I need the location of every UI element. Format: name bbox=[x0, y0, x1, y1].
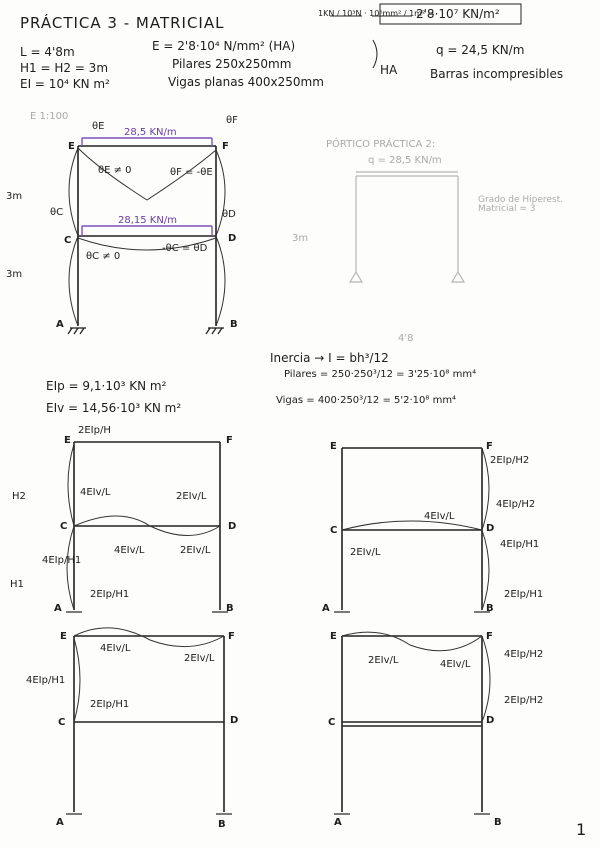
incompressible-note: Barras incompresibles bbox=[430, 67, 564, 81]
d3-node-c: C bbox=[58, 717, 66, 728]
modulus-value: E = 2'8·10⁴ N/mm² (HA) bbox=[152, 39, 296, 53]
theta-f-label: θF bbox=[226, 115, 238, 126]
pilares-size: Pilares 250x250mm bbox=[172, 57, 292, 71]
page-number: 1 bbox=[576, 820, 587, 839]
brace bbox=[373, 40, 377, 68]
diagram-2 bbox=[342, 448, 482, 610]
frame-2-note: Grado de Hiperest. Matricial = 3 bbox=[478, 195, 564, 214]
d1-label-3: 4EIv/L bbox=[114, 545, 145, 556]
page-title: PRÁCTICA 3 - MATRICIAL bbox=[20, 14, 225, 32]
d1-node-c: C bbox=[60, 521, 68, 532]
theta-e-label: θE bbox=[92, 121, 105, 132]
theta-c-label: θC bbox=[50, 207, 64, 218]
d1-label-0: 2EIp/H bbox=[78, 425, 111, 436]
diagram-2-deflected bbox=[342, 448, 489, 610]
d3-label-3: 2EIp/H1 bbox=[90, 699, 130, 710]
d2-label-3: 2EIv/L bbox=[350, 547, 381, 558]
d2-node-a: A bbox=[322, 603, 330, 614]
d1-label-6: 2EIp/H1 bbox=[90, 589, 130, 600]
load-mid-label: 28,15 KN/m bbox=[118, 215, 177, 226]
d1-node-f: F bbox=[226, 435, 233, 446]
node-e: E bbox=[68, 141, 75, 152]
material-label: HA bbox=[380, 63, 398, 77]
length-value: L = 4'8m bbox=[20, 45, 75, 59]
eiv-value: EIv = 14,56·10³ KN m² bbox=[46, 401, 182, 415]
frame-2-load: q = 28,5 KN/m bbox=[368, 155, 442, 166]
d1-node-d: D bbox=[228, 521, 237, 532]
d4-node-c: C bbox=[328, 717, 336, 728]
d1-label-8: H1 bbox=[10, 579, 24, 590]
d2-node-f: F bbox=[486, 441, 493, 452]
frame-2-bottom: 4'8 bbox=[398, 333, 414, 344]
d1-label-2: 2EIv/L bbox=[176, 491, 207, 502]
d1-node-e: E bbox=[64, 435, 71, 446]
d1-label-7: H2 bbox=[12, 491, 26, 502]
frame-1-supports bbox=[68, 328, 224, 334]
diagram-1 bbox=[74, 442, 220, 610]
diagram-4-deflected bbox=[342, 632, 490, 722]
d4-node-e: E bbox=[330, 631, 337, 642]
annotation-e: θE ≠ 0 bbox=[98, 165, 132, 176]
load-value: q = 24,5 KN/m bbox=[436, 43, 525, 57]
inertia-header: Inercia → I = bh³/12 bbox=[270, 351, 389, 365]
d2-label-2: 4EIv/L bbox=[424, 511, 455, 522]
theta-d-label: θD bbox=[222, 209, 236, 220]
d1-node-a: A bbox=[54, 603, 62, 614]
eip-value: EIp = 9,1·10³ KN m² bbox=[46, 379, 167, 393]
frame-2 bbox=[350, 172, 464, 282]
d1-node-b: B bbox=[226, 603, 234, 614]
d4-label-1: 4EIv/L bbox=[440, 659, 471, 670]
d4-node-a: A bbox=[334, 817, 342, 828]
dim-bottom: 3m bbox=[6, 269, 23, 280]
d3-node-a: A bbox=[56, 817, 64, 828]
d1-label-1: 4EIv/L bbox=[80, 487, 111, 498]
d2-node-d: D bbox=[486, 523, 495, 534]
d4-label-3: 2EIp/H2 bbox=[504, 695, 544, 706]
d2-label-5: 2EIp/H1 bbox=[504, 589, 544, 600]
diagram-1-deflected bbox=[67, 444, 220, 610]
d2-node-c: C bbox=[330, 525, 338, 536]
d3-label-1: 2EIv/L bbox=[184, 653, 215, 664]
node-a: A bbox=[56, 319, 64, 330]
d1-label-4: 2EIv/L bbox=[180, 545, 211, 556]
d4-node-d: D bbox=[486, 715, 495, 726]
d3-label-2: 4EIp/H1 bbox=[26, 675, 66, 686]
inertia-pilares: Pilares = 250·250³/12 = 3'25·10⁸ mm⁴ bbox=[284, 369, 477, 380]
annotation-c: θC ≠ 0 bbox=[86, 251, 121, 262]
d4-label-2: 4EIp/H2 bbox=[504, 649, 544, 660]
d3-node-e: E bbox=[60, 631, 67, 642]
d4-node-f: F bbox=[486, 631, 493, 642]
dim-top: 3m bbox=[6, 191, 23, 202]
load-top-label: 28,5 KN/m bbox=[124, 127, 177, 138]
d4-label-0: 2EIv/L bbox=[368, 655, 399, 666]
d2-node-e: E bbox=[330, 441, 337, 452]
inertia-vigas: Vigas = 400·250³/12 = 5'2·10⁸ mm⁴ bbox=[276, 395, 457, 406]
d4-node-b: B bbox=[494, 817, 502, 828]
frame-1-deflected-right bbox=[216, 150, 225, 326]
node-d: D bbox=[228, 233, 237, 244]
d3-label-0: 4EIv/L bbox=[100, 643, 131, 654]
frame-2-dim: 3m bbox=[292, 233, 309, 244]
conversion-result: 2'8·10⁷ KN/m² bbox=[416, 7, 500, 21]
scale-label: E 1:100 bbox=[30, 111, 69, 122]
node-f: F bbox=[222, 141, 229, 152]
d2-label-1: 4EIp/H2 bbox=[496, 499, 536, 510]
d1-label-5: 4EIp/H1 bbox=[42, 555, 82, 566]
annotation-d: -θC = θD bbox=[162, 243, 208, 254]
frame-2-title: PÓRTICO PRÁCTICA 2: bbox=[326, 139, 436, 150]
d2-label-0: 2EIp/H2 bbox=[490, 455, 530, 466]
d3-node-f: F bbox=[228, 631, 235, 642]
d2-label-4: 4EIp/H1 bbox=[500, 539, 540, 550]
d2-node-b: B bbox=[486, 603, 494, 614]
node-b: B bbox=[230, 319, 238, 330]
conversion-formula: 1KN / 10³N · 10⁶mm² / 1m² = bbox=[318, 9, 435, 18]
node-c: C bbox=[64, 235, 72, 246]
d3-node-d: D bbox=[230, 715, 239, 726]
height-value: H1 = H2 = 3m bbox=[20, 61, 109, 75]
ei-value: EI = 10⁴ KN m² bbox=[20, 77, 110, 91]
d3-node-b: B bbox=[218, 819, 226, 830]
annotation-f: θF = -θE bbox=[170, 167, 213, 178]
vigas-size: Vigas planas 400x250mm bbox=[168, 75, 324, 89]
